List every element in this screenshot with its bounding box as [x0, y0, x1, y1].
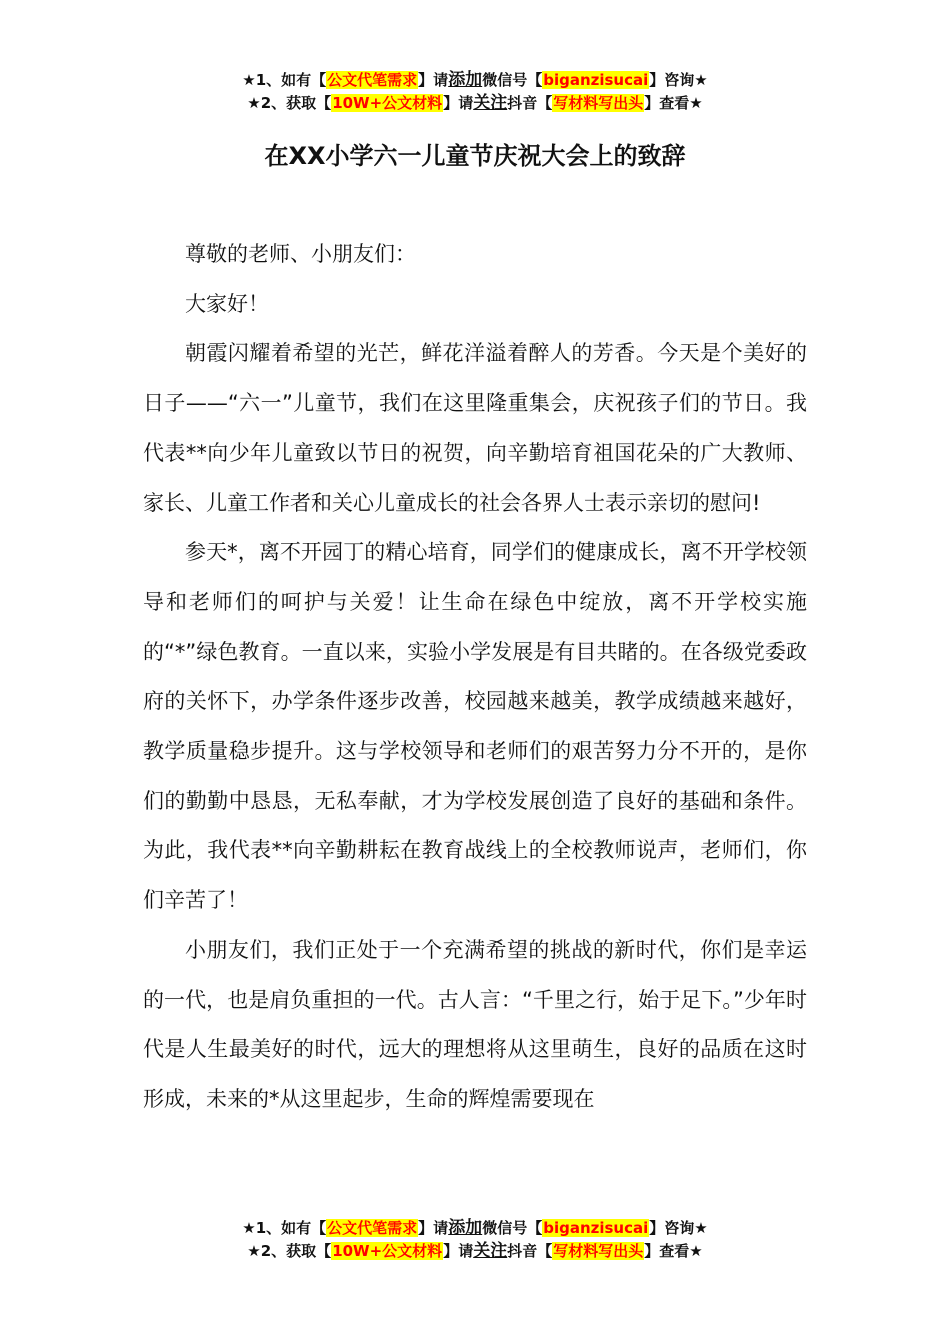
highlight-douyin: 写材料写出头	[553, 1242, 644, 1260]
paragraph: 小朋友们，我们正处于一个充满希望的挑战的新时代，你们是幸运的一代，也是肩负重担的一代。古人言：“千里之行，始于足下。”少年时代是人生最美好的时代，远大的理想将从这里萌生，良好的品质在这时形成，未来的*从这里起步，生命的辉煌需要现在	[143, 937, 807, 1111]
highlight-wechat-id: biganzisucai	[543, 71, 649, 89]
banner-line-1	[0, 69, 950, 92]
underlined-text: 添加	[448, 1218, 483, 1238]
header-banner	[0, 69, 950, 115]
salutation: 尊敬的老师、小朋友们：	[185, 242, 416, 266]
banner-line-2	[0, 92, 950, 115]
banner-text: ★2、获取【	[247, 94, 332, 112]
banner-text: ★2、获取【	[247, 1242, 332, 1260]
banner-text: 】咨询★	[649, 71, 708, 89]
banner-text: 微信号【	[482, 1219, 543, 1237]
highlight-materials: 10W+公文材料	[332, 1242, 443, 1260]
banner-text: ★1、如有【	[242, 71, 327, 89]
banner-text: 抖音【	[507, 1242, 553, 1260]
banner-text: 】查看★	[644, 1242, 703, 1260]
highlight-service: 公文代笔需求	[327, 71, 418, 89]
highlight-douyin: 写材料写出头	[553, 94, 644, 112]
banner-line-1	[0, 1217, 950, 1240]
greeting: 大家好！	[185, 291, 269, 316]
banner-text: 】请	[418, 1219, 449, 1237]
footer-banner	[0, 1217, 950, 1263]
paragraph: 参天*，离不开园丁的精心培育，同学们的健康成长，离不开学校领导和老师们的呵护与关爱！让生命在绿色中绽放，离不开学校实施的“*”绿色教育。一直以来，实验小学发展是有目共睹的。在各级党委政府的关怀下，办学条件逐步改善，校园越来越美，教学成绩越来越好，教学质量稳步提升。这与学校领导和老师们的艰苦努力分不开的，是你们的勤勤中恳恳，无私奉献，才为学校发展创造了良好的基础和条件。为此，我代表**向辛勤耕耘在教育战线上的全校教师说声，老师们，你们辛苦了！	[143, 540, 807, 913]
paragraph: 朝霞闪耀着希望的光芒，鲜花洋溢着醉人的芳香。今天是个美好的日子——“六一”儿童节，我们在这里隆重集会，庆祝孩子们的节日。我代表**向少年儿童致以节日的祝贺，向辛勤培育祖国花朵的广大教师、家长、儿童工作者和关心儿童成长的社会各界人士表示亲切的慰问!	[143, 341, 807, 515]
banner-text: 微信号【	[482, 71, 543, 89]
banner-text: 】查看★	[644, 94, 703, 112]
highlight-service: 公文代笔需求	[327, 1219, 418, 1237]
banner-text: ★1、如有【	[242, 1219, 327, 1237]
document-body	[143, 230, 807, 1125]
banner-text: 】请	[443, 1242, 474, 1260]
banner-text: 】请	[418, 71, 449, 89]
underlined-text: 关注	[473, 1241, 508, 1261]
document-title: 在XX小学六一儿童节庆祝大会上的致辞	[264, 142, 686, 170]
banner-text: 】请	[443, 94, 474, 112]
underlined-text: 添加	[448, 70, 483, 90]
highlight-materials: 10W+公文材料	[332, 94, 443, 112]
highlight-wechat-id: biganzisucai	[543, 1219, 649, 1237]
banner-text: 抖音【	[507, 94, 553, 112]
banner-line-2	[0, 1240, 950, 1263]
banner-text: 】咨询★	[649, 1219, 708, 1237]
underlined-text: 关注	[473, 93, 508, 113]
